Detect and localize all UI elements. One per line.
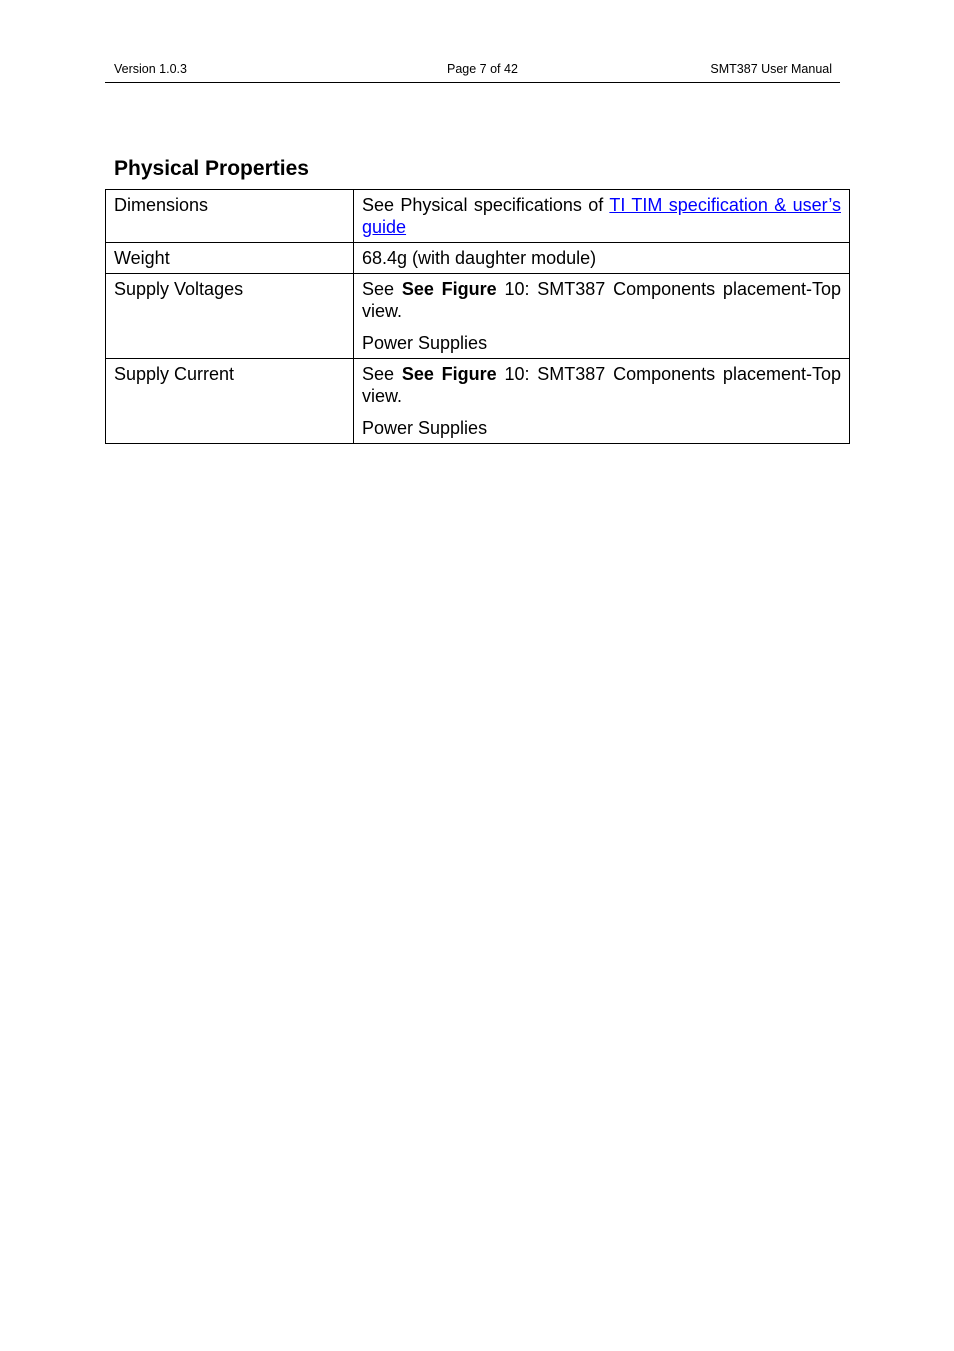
ti-tim-spec-link[interactable]: TI TIM specification & user’s guide	[362, 195, 841, 237]
section-title: Physical Properties	[114, 157, 309, 180]
figure-reference: See See Figure 10: SMT387 Components placement-Top view.	[362, 364, 841, 406]
power-supplies-text: Power Supplies	[362, 418, 488, 438]
page-header	[105, 60, 840, 83]
row-value-supply-current	[354, 359, 850, 444]
figure-reference-bold: See Figure	[401, 279, 497, 299]
table-row	[106, 274, 850, 359]
row-label-supply-voltages: Supply Voltages	[106, 274, 354, 359]
table-row	[106, 243, 850, 274]
row-value-dimensions	[354, 190, 850, 243]
header-page-number: Page 7 of 42	[447, 62, 518, 76]
row-value-supply-voltages	[354, 274, 850, 359]
power-supplies-text: Power Supplies	[362, 333, 488, 353]
figure-reference: See See Figure 10: SMT387 Components placement-Top view.	[362, 279, 841, 321]
header-document-title: SMT387 User Manual	[710, 62, 832, 76]
dimensions-text: See Physical specifications of	[362, 195, 610, 215]
table-row	[106, 190, 850, 243]
row-label-supply-current: Supply Current	[106, 359, 354, 444]
row-label-weight: Weight	[106, 243, 354, 274]
table-row	[106, 359, 850, 444]
row-value-weight: 68.4g (with daughter module)	[354, 243, 850, 274]
header-version: Version 1.0.3	[114, 62, 187, 76]
physical-properties-table	[105, 189, 850, 444]
row-label-dimensions: Dimensions	[106, 190, 354, 243]
figure-reference-bold: See Figure	[401, 364, 497, 384]
